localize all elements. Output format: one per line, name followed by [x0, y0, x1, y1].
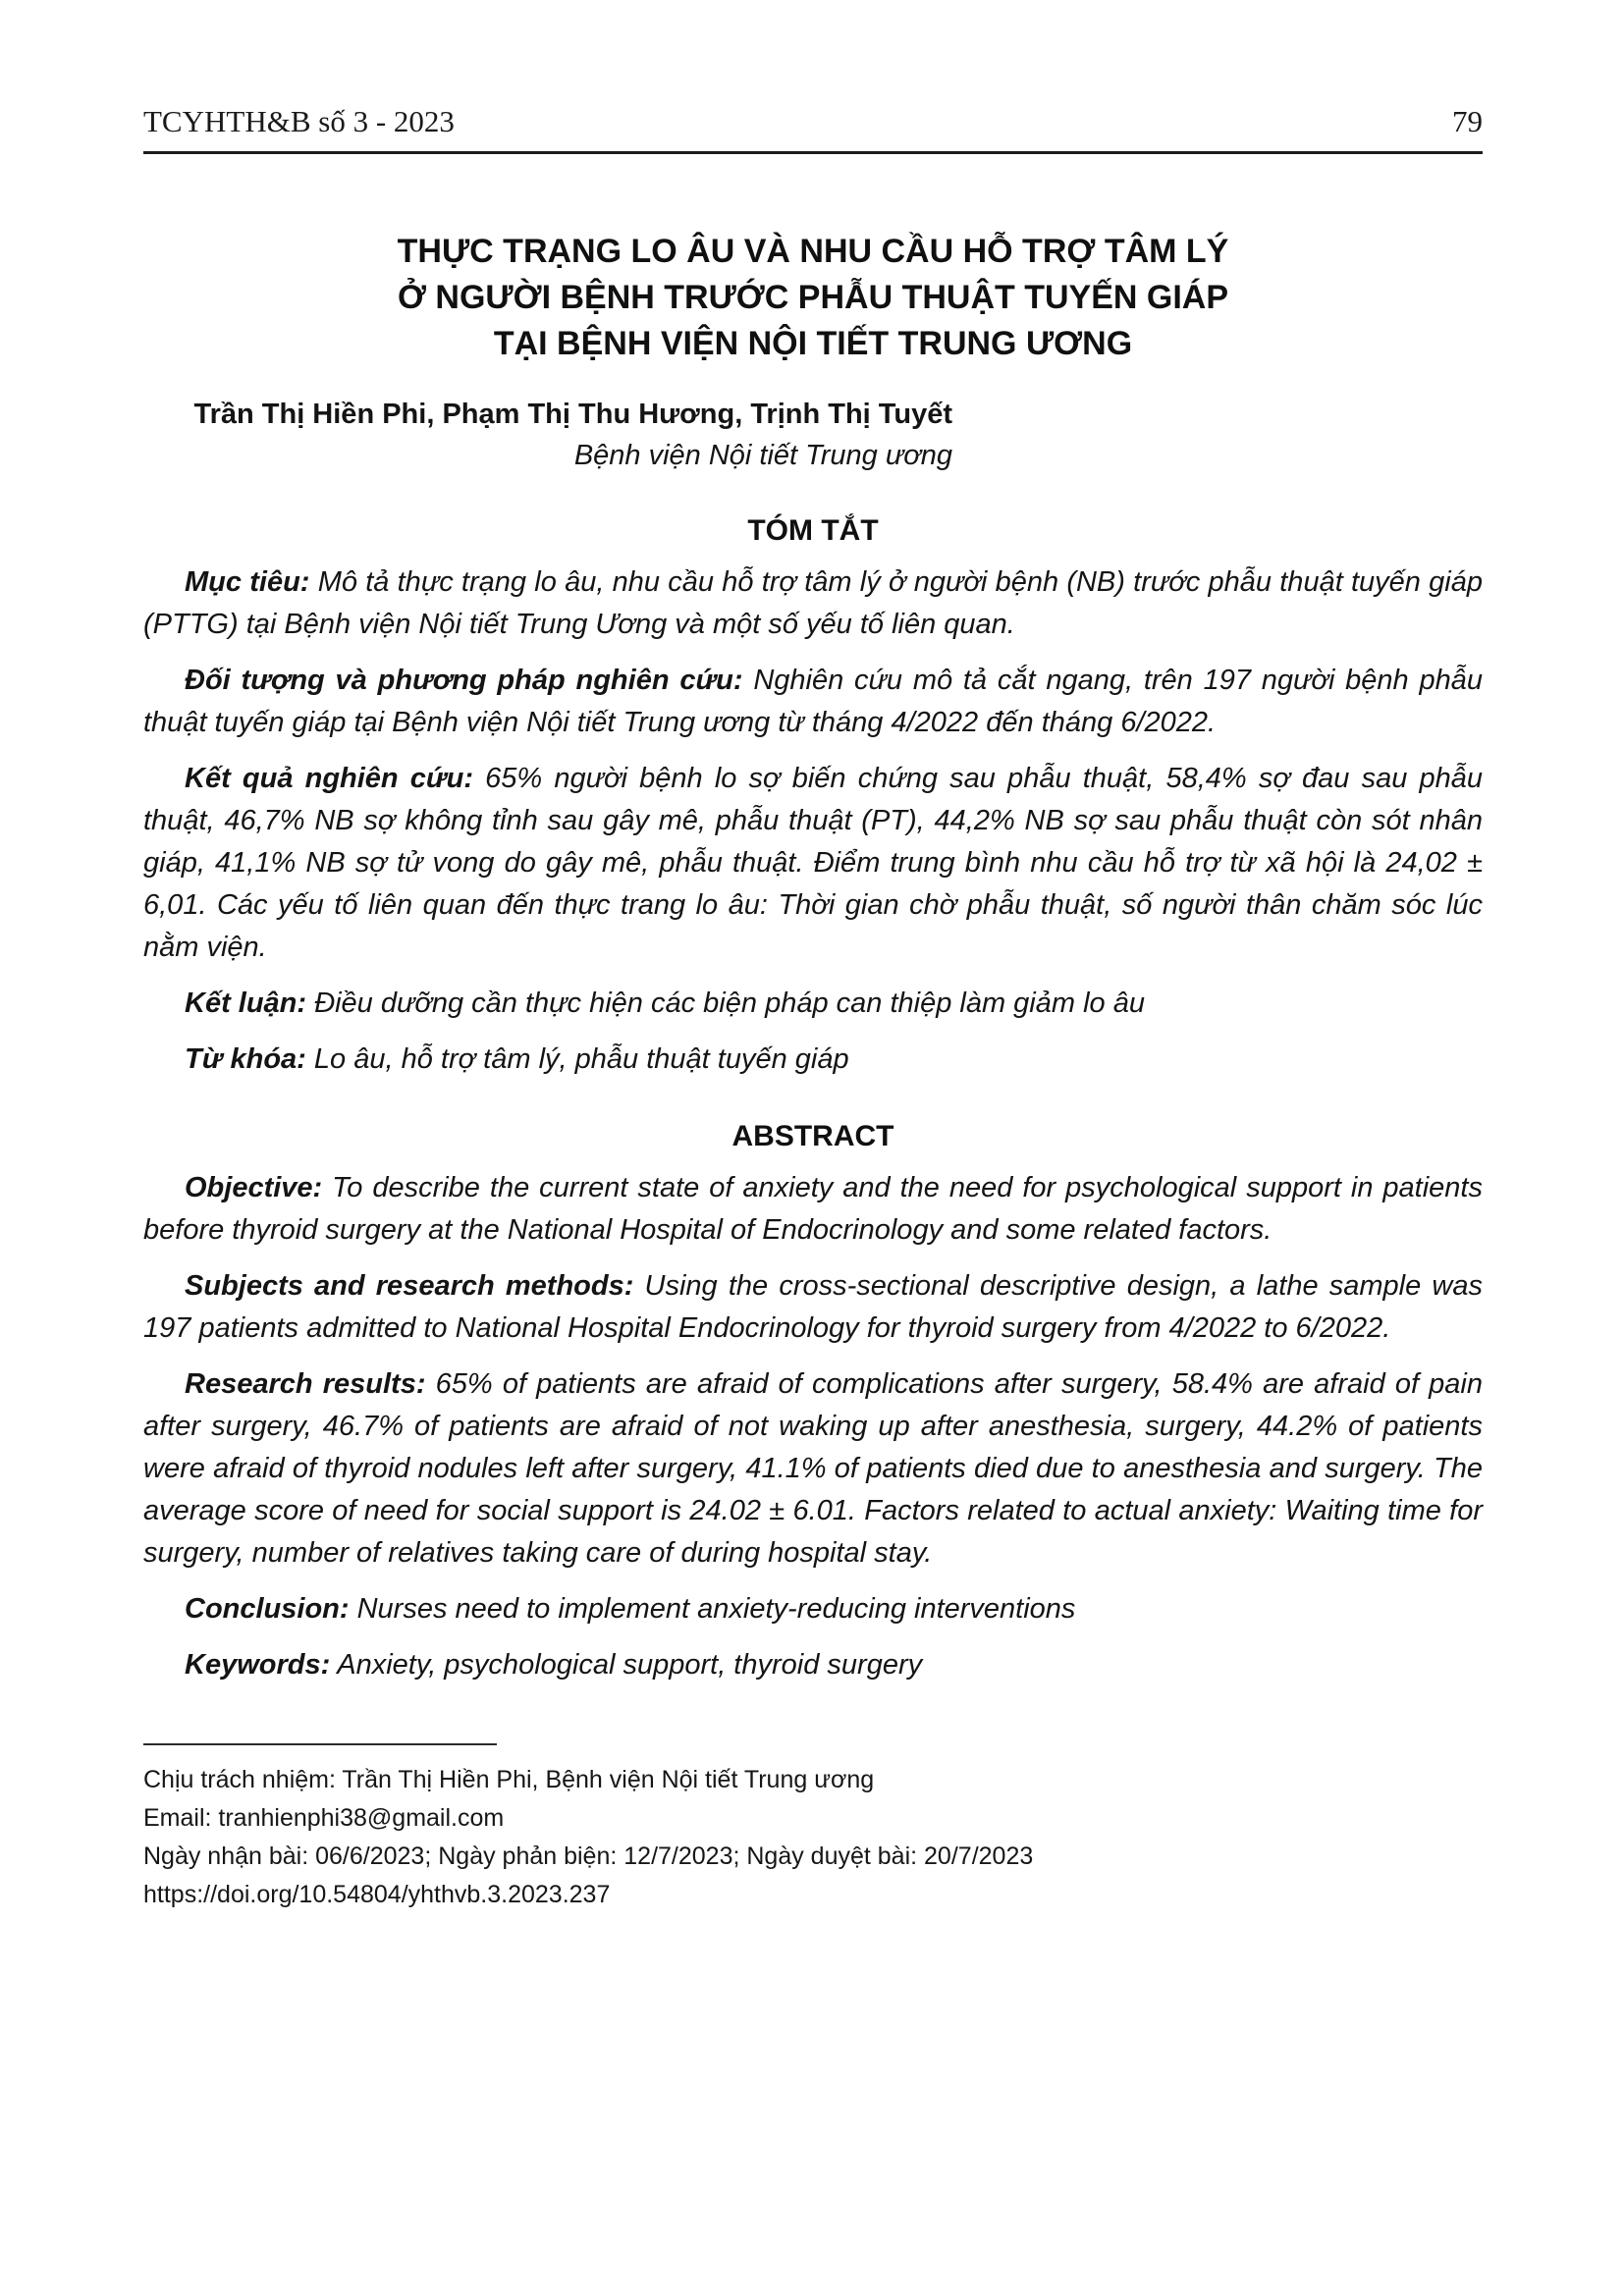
dates-line: Ngày nhận bài: 06/6/2023; Ngày phản biện: 12/7/2023; Ngày duyệt bài: 20/7/2023: [143, 1842, 1034, 1870]
paragraph-text: Mô tả thực trạng lo âu, nhu cầu hỗ trợ tâm lý ở người bệnh (NB) trước phẫu thuật tuyến giáp (PTTG) tại Bệnh viện Nội tiết Trung Ương và một số yếu tố liên quan.: [143, 566, 1483, 640]
abstract-paragraph-keywords: [143, 1644, 1483, 1686]
abstract-paragraph-methods: [143, 1265, 1483, 1350]
paragraph-text: Nurses need to implement anxiety-reducing interventions: [349, 1593, 1076, 1625]
tomtat-paragraph-conclusion: [143, 983, 1483, 1025]
paragraph-lead: Kết quả nghiên cứu:: [185, 763, 474, 794]
abstract-heading: ABSTRACT: [731, 1120, 894, 1152]
paragraph-text: Lo âu, hỗ trợ tâm lý, phẫu thuật tuyến giáp: [305, 1043, 849, 1075]
abstract-paragraph-results: [143, 1363, 1483, 1575]
paragraph-text: Using the cross-sectional descriptive design, a lathe sample was 197 patients admitted to National Hospital Endocrinology for thyroid surgery from 4/2022 to 6/2022.: [143, 1270, 1483, 1344]
byline-block: [143, 395, 1483, 475]
tomtat-paragraph-keywords: [143, 1039, 1483, 1081]
footnote-rule: [143, 1743, 497, 1745]
footnote-lines: [143, 1761, 1483, 1914]
responsibility-line: Chịu trách nhiệm: Trần Thị Hiền Phi, Bệnh viện Nội tiết Trung ương: [143, 1766, 875, 1793]
paragraph-lead: Từ khóa:: [185, 1043, 306, 1075]
journal-header: TCYHTH&B số 3 - 2023: [143, 104, 455, 138]
tomtat-heading: TÓM TẮT: [747, 514, 879, 547]
paragraph-text: 65% người bệnh lo sợ biến chứng sau phẫu thuật, 58,4% sợ đau sau phẫu thuật, 46,7% NB sợ không tỉnh sau gây mê, phẫu thuật (PT), 44,2% NB sợ sau phẫu thuật còn sót nhân giáp, 41,1% NB sợ tử vong do gây mê, phẫu thuật. Điểm trung bình nhu cầu hỗ trợ từ xã hội là 24,02 ± 6,01. Các yếu tố liên quan đến thực trang lo âu: Thời gian chờ phẫu thuật, số người thân chăm sóc lúc nằm viện.: [143, 763, 1483, 963]
tomtat-paragraph-methods: [143, 660, 1483, 744]
tomtat-paragraph-objective: [143, 561, 1483, 646]
doi-link: https://doi.org/10.54804/yhthvb.3.2023.237: [143, 1881, 611, 1908]
paragraph-lead: Mục tiêu:: [185, 566, 310, 598]
paragraph-text: 65% of patients are afraid of complications after surgery, 58.4% are afraid of pain after surgery, 46.7% of patients are afraid of not waking up after anesthesia, surgery, 44.2% of patients were afraid of thyroid nodules left after surgery, 41.1% of patients died due to anesthesia and surgery. The average score of need for social support is 24.02 ± 6.01. Factors related to actual anxiety: Waiting time for surgery, number of relatives taking care of during hospital stay.: [143, 1368, 1483, 1569]
paper-title: [143, 229, 1483, 367]
footnote-block: [143, 1743, 1483, 1914]
tomtat-paragraph-results: [143, 758, 1483, 969]
title-line-2: Ở NGƯỜI BỆNH TRƯỚC PHẪU THUẬT TUYẾN GIÁP: [397, 279, 1229, 316]
paragraph-lead: Conclusion:: [185, 1593, 350, 1625]
paragraph-text: Anxiety, psychological support, thyroid surgery: [330, 1649, 923, 1681]
paragraph-lead: Đối tượng và phương pháp nghiên cứu:: [185, 665, 743, 696]
authors: Trần Thị Hiền Phi, Phạm Thị Thu Hương, Trịnh Thị Tuyết: [193, 399, 952, 430]
paragraph-text: Điều dưỡng cần thực hiện các biện pháp can thiệp làm giảm lo âu: [306, 988, 1145, 1019]
paragraph-text: To describe the current state of anxiety and the need for psychological support in patients before thyroid surgery at the National Hospital of Endocrinology and some related factors.: [143, 1172, 1483, 1246]
page-header: [143, 104, 1483, 139]
paragraph-lead: Objective:: [185, 1172, 323, 1203]
paragraph-lead: Keywords:: [185, 1649, 331, 1681]
affiliation: Bệnh viện Nội tiết Trung ương: [573, 440, 952, 471]
paragraph-lead: Kết luận:: [185, 988, 307, 1019]
paragraph-lead: Subjects and research methods:: [185, 1270, 634, 1302]
header-rule: [143, 151, 1483, 154]
title-line-1: THỰC TRẠNG LO ÂU VÀ NHU CẦU HỖ TRỢ TÂM LÝ: [397, 233, 1229, 270]
paragraph-text: Nghiên cứu mô tả cắt ngang, trên 197 người bệnh phẫu thuật tuyến giáp tại Bệnh viện Nội tiết Trung ương từ tháng 4/2022 đến tháng 6/2022.: [143, 665, 1483, 738]
title-line-3: TẠI BỆNH VIỆN NỘI TIẾT TRUNG ƯƠNG: [493, 325, 1133, 362]
page-number: 79: [1452, 104, 1483, 138]
email-line: Email: tranhienphi38@gmail.com: [143, 1804, 505, 1832]
abstract-paragraph-objective: [143, 1167, 1483, 1252]
paragraph-lead: Research results:: [185, 1368, 426, 1400]
abstract-paragraph-conclusion: [143, 1588, 1483, 1630]
